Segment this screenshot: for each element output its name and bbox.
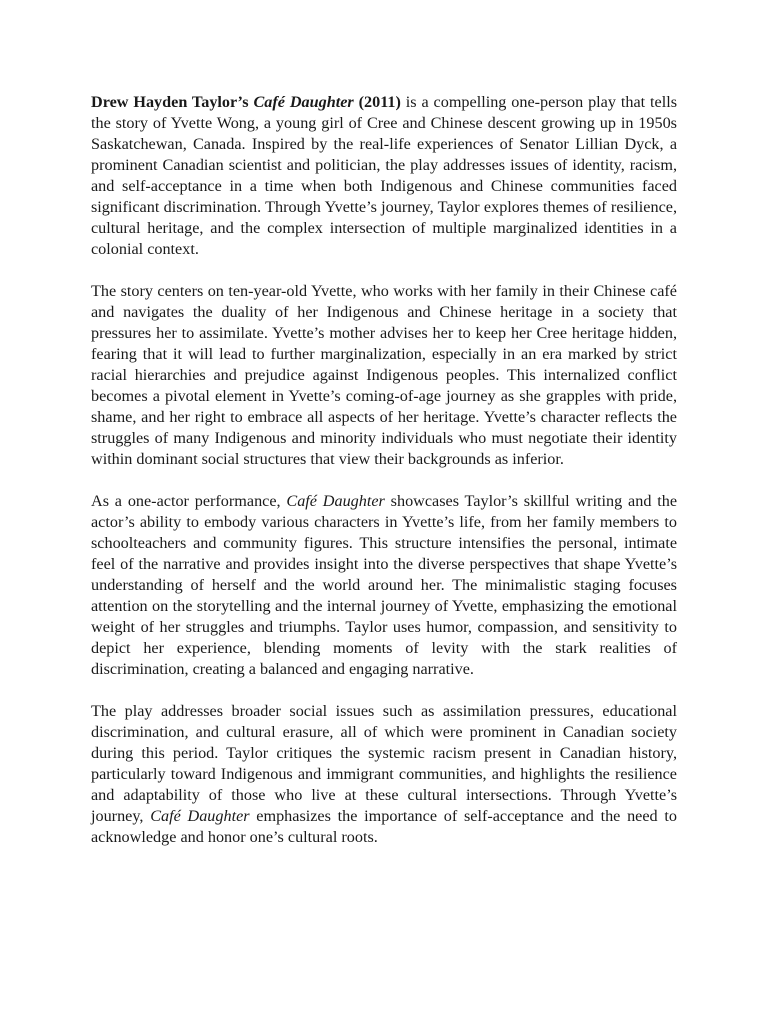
play-title: Café Daughter [286,492,385,510]
paragraph-performance [91,491,677,680]
paragraph-intro [91,92,677,260]
play-title: Café Daughter [253,93,354,111]
paragraph-performance-after: showcases Taylor’s skillful writing and the actor’s ability to embody various characters in Yvette’s life, from her family members to schoolteachers and community figures. This structure intensifies the personal, intimate feel of the narrative and provides insight into the diverse perspectives that shape Yvette’s understanding of herself and the world around her. The minimalistic staging focuses attention on the storytelling and the internal journey of Yvette, emphasizing the emotional weight of her struggles and triumphs. Taylor uses humor, compassion, and sensitivity to depict her experience, blending moments of levity with the stark realities of discrimination, creating a balanced and engaging narrative. [91,492,678,678]
document-body [91,92,677,869]
play-year: (2011) [353,93,401,111]
paragraph-social-after: emphasizes the importance of self-acceptance and the need to acknowledge and honor one’s cultural roots. [91,807,677,846]
paragraph-performance-before: As a one-actor performance, [91,492,287,510]
play-title: Café Daughter [150,807,250,825]
paragraph-social-before: The play addresses broader social issues such as assimilation pressures, educational discrimination, and cultural erasure, all of which were prominent in Canadian society during this period. Taylor critiques the systemic racism present in Canadian history, particularly toward Indigenous and immigrant communities, and highlights the resilience and adaptability of those who live at these cultural intersections. Through Yvette’s journey, [91,702,677,825]
paragraph-story: The story centers on ten-year-old Yvette, who works with her family in their Chinese café and navigates the duality of her Indigenous and Chinese heritage in a society that pressures her to assimilate. Yvette’s mother advises her to keep her Cree heritage hidden, fearing that it will lead to further marginalization, especially in an era marked by strict racial hierarchies and prejudice against Indigenous peoples. This internalized conflict becomes a pivotal element in Yvette’s coming-of-age journey as she grapples with pride, shame, and her right to embrace all aspects of her heritage. Yvette’s character reflects the struggles of many Indigenous and minority individuals who must negotiate their identity within dominant social structures that view their backgrounds as inferior. [91,282,677,468]
author-possessive: Drew Hayden Taylor’s [91,93,254,111]
paragraph-social-issues [91,701,677,848]
paragraph-intro-text: is a compelling one-person play that tells the story of Yvette Wong, a young girl of Cree and Chinese descent growing up in 1950s Saskatchewan, Canada. Inspired by the real-life experiences of Senator Lillian Dyck, a prominent Canadian scientist and politician, the play addresses issues of identity, racism, and self-acceptance in a time when both Indigenous and Chinese communities faced significant discrimination. Through Yvette’s journey, Taylor explores themes of resilience, cultural heritage, and the complex intersection of multiple marginalized identities in a colonial context. [91,93,678,258]
